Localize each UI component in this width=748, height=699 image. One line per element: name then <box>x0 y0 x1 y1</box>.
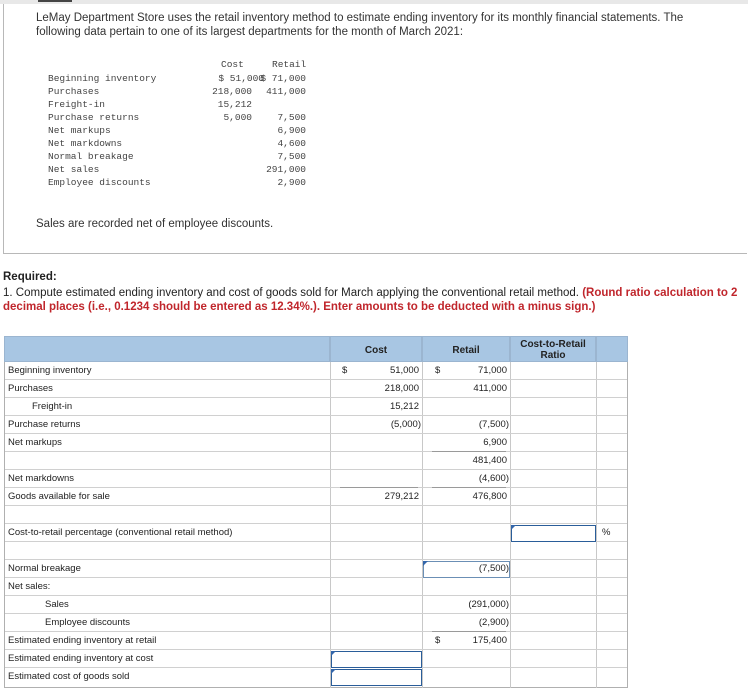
required-highlight: (Round ratio calculation to 2 decimal places (i.e., 0.1234 should be entered as 12.34%.). Enter amounts to be deducted with a minus sign.) <box>3 287 738 313</box>
table-row: Purchase returns (5,000) (7,500) <box>5 416 627 434</box>
required-text: 1. Compute estimated ending inventory and cost of goods sold for March applying the conventional retail method. <box>3 287 579 299</box>
header-ratio-cell <box>510 336 596 362</box>
header-unit-cell <box>596 336 628 362</box>
ratio-input[interactable] <box>511 525 596 542</box>
table-row <box>5 542 627 560</box>
retail-value: 411,000 <box>473 383 507 394</box>
table-row <box>5 452 627 470</box>
given-header-retail: Retail <box>272 59 307 70</box>
table-row: Net markups 6,900 <box>5 434 627 452</box>
table-row: Sales (291,000) <box>5 596 627 614</box>
table-row: Net sales: <box>5 578 627 596</box>
retail-value: 481,400 <box>472 455 507 466</box>
heading-fragment <box>38 0 72 2</box>
table-row: Estimated cost of goods sold <box>8 671 130 682</box>
input-marker-icon <box>331 669 336 674</box>
header-cost: Cost <box>364 345 388 356</box>
ending-inventory-cost-input[interactable] <box>331 651 422 668</box>
required-instructions <box>3 286 743 314</box>
cost-value: 279,212 <box>384 491 419 502</box>
input-marker-icon <box>331 651 336 656</box>
retail-value: (4,600) <box>478 473 509 484</box>
header-label-cell <box>4 336 330 362</box>
cost-value: 218,000 <box>384 383 419 394</box>
input-marker-icon <box>511 525 516 530</box>
header-retail-cell <box>422 336 510 362</box>
header-retail: Retail <box>452 345 480 356</box>
cost-value: (5,000) <box>390 419 421 430</box>
breakage-retail-input[interactable] <box>423 561 510 578</box>
retail-value: 175,400 <box>472 635 507 646</box>
retail-value: (7,500) <box>478 563 509 574</box>
required-title: Required: <box>3 271 57 283</box>
retail-value: (2,900) <box>478 617 509 628</box>
table-row: Normal breakage (7,500) <box>5 560 627 578</box>
retail-value: 6,900 <box>483 437 507 448</box>
cost-value: 15,212 <box>389 401 419 412</box>
table-row: Net markdowns (4,600) <box>5 470 627 488</box>
header-cost-cell <box>330 336 422 362</box>
cost-of-goods-sold-input[interactable] <box>331 669 422 686</box>
retail-value: (291,000) <box>468 599 509 610</box>
table-row: Goods available for sale 279,212 476,800 <box>5 488 627 506</box>
header-ratio: Cost-to-Retail Ratio <box>520 339 586 361</box>
cost-value: 51,000 <box>389 365 419 376</box>
retail-value: (7,500) <box>478 419 509 430</box>
table-row: Employee discounts (2,900) <box>5 614 627 632</box>
table-row: Estimated ending inventory at cost <box>5 650 627 668</box>
retail-value: 71,000 <box>477 365 507 376</box>
table-row: Cost-to-retail percentage (conventional retail method) % <box>5 524 627 542</box>
problem-intro: LeMay Department Store uses the retail inventory method to estimate ending inventory for its monthly financial statements. The following data pertain to one of its largest departments for the month of March 2021: <box>36 12 684 38</box>
table-row: Freight-in 15,212 <box>5 398 627 416</box>
note-text: Sales are recorded net of employee discounts. <box>36 218 274 230</box>
table-row: Purchases 218,000 411,000 <box>5 380 627 398</box>
table-row <box>5 506 627 524</box>
ratio-unit: % <box>602 527 611 538</box>
given-header-cost: Cost <box>221 59 244 70</box>
input-marker-icon <box>423 561 428 566</box>
table-row: Beginning inventory $ 51,000 $ 71,000 <box>5 362 627 380</box>
table-row: Estimated ending inventory at retail $ 175,400 <box>5 632 627 650</box>
problem-info-box <box>3 4 747 254</box>
retail-value: 476,800 <box>472 491 507 502</box>
